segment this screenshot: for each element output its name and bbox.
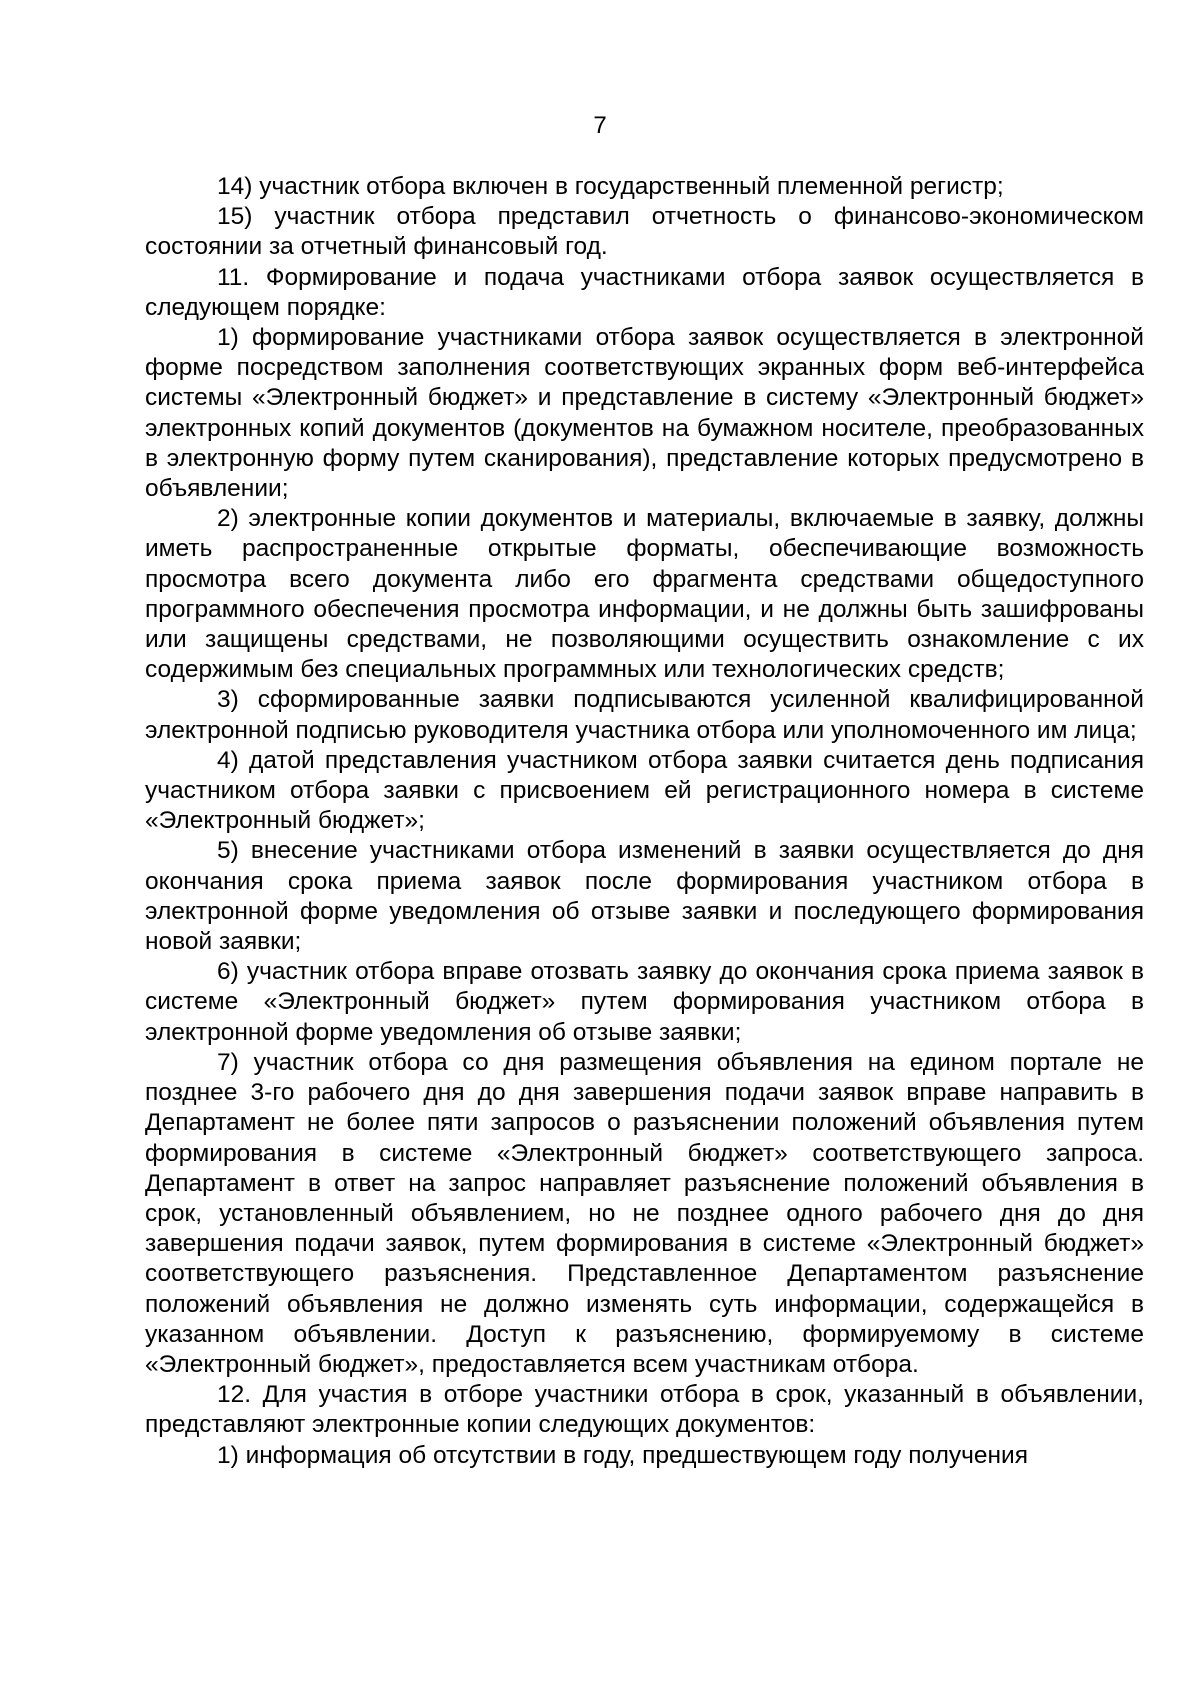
paragraph-item-14: 14) участник отбора включен в государственный племенной регистр; — [217, 173, 1004, 200]
paragraph-item-2: 2) электронные копии документов и материалы, включаемые в заявку, должны иметь распространенные открытые форматы, обеспечивающие возможность просмотра всего документа либо его фрагмента средствами общедоступного программного обеспечения просмотра информации, и не должны быть зашифрованы или защищены средствами, не позволяющими осуществить ознакомление с их содержимым без специальных программных или технологических средств; — [145, 505, 1144, 684]
paragraph-item-4: 4) датой представления участником отбора заявки считается день подписания участником отбора заявки с присвоением ей регистрационного номера в системе «Электронный бюджет»; — [145, 746, 1144, 835]
paragraph-item-7: 7) участник отбора со дня размещения объявления на едином портале не позднее 3-го рабочего дня до дня завершения подачи заявок вправе направить в Департамент не более пяти запросов о разъяснении положений объявления путем формирования в системе «Электронный бюджет» соответствующего запроса. Департамент в ответ на запрос направляет разъяснение положений объявления в срок, установленный объявлением, но не позднее одного рабочего дня до дня завершения подачи заявок, путем формирования в системе «Электронный бюджет» соответствующего разъяснения. Представленное Департаментом разъяснение положений объявления не должно изменять суть информации, содержащейся в указанном объявлении. Доступ к разъяснению, формируемому в системе «Электронный бюджет», предоставляется всем участникам отбора. — [145, 1048, 1144, 1378]
paragraph-item-5: 5) внесение участниками отбора изменений в заявки осуществляется до дня окончания срока приема заявок после формирования участником отбора в электронной форме уведомления об отзыве заявки и последующего формирования новой заявки; — [145, 837, 1144, 956]
paragraph-section-12-item-1: 1) информация об отсутствии в году, предшествующем году получения — [217, 1441, 1029, 1469]
paragraph-section-12: 12. Для участия в отборе участники отбора в срок, указанный в объявлении, представляют электронные копии следующих документов: — [145, 1381, 1144, 1439]
document-body — [145, 172, 1144, 1471]
paragraph-item-15: 15) участник отбора представил отчетность о финансово-экономическом состоянии за отчетный финансовый год. — [145, 203, 1144, 261]
paragraph-item-3: 3) сформированные заявки подписываются усиленной квалифицированной электронной подписью руководителя участника отбора или уполномоченного им лица; — [145, 686, 1144, 744]
paragraph-section-11: 11. Формирование и подача участниками отбора заявок осуществляется в следующем порядке: — [145, 263, 1144, 321]
paragraph-item-6: 6) участник отбора вправе отозвать заявку до окончания срока приема заявок в системе «Электронный бюджет» путем формирования участником отбора в электронной форме уведомления об отзыве заявки; — [145, 958, 1144, 1046]
paragraph-item-1: 1) формирование участниками отбора заявок осуществляется в электронной форме посредством заполнения соответствующих экранных форм веб-интерфейса системы «Электронный бюджет» и представление в систему «Электронный бюджет» электронных копий документов (документов на бумажном носителе, преобразованных в электронную форму путем сканирования), представление которых предусмотрено в объявлении; — [145, 324, 1144, 503]
page-number: 7 — [593, 112, 607, 139]
